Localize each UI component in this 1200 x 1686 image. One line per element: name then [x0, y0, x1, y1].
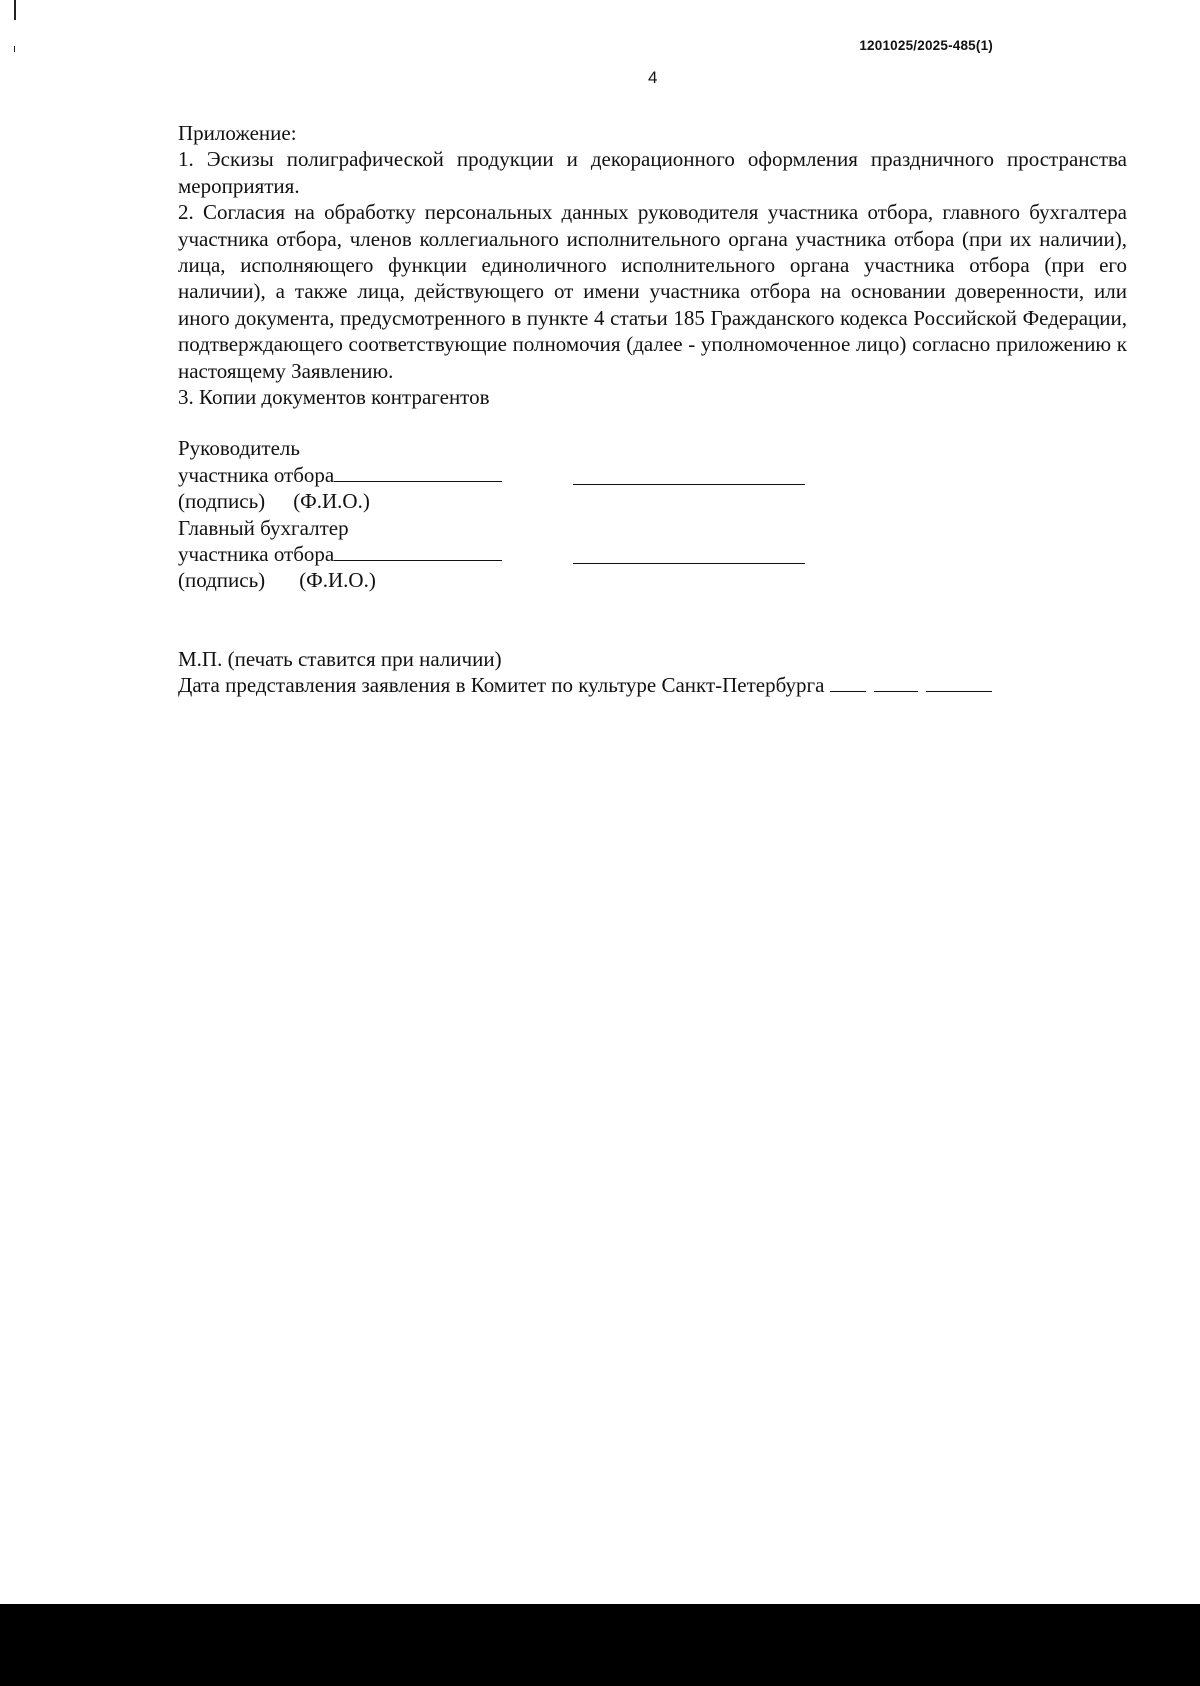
attachment-item: 1. Эскизы полиграфической продукции и декорационного оформления праздничного пространства мероприятия. — [178, 147, 1127, 198]
caption-signature: (подпись) — [178, 568, 266, 593]
signatory-role: участника отбора — [178, 462, 335, 487]
date-fill-lines — [830, 672, 992, 698]
scan-edge-mark — [14, 46, 15, 52]
signatory-title: Главный бухгалтер — [178, 515, 349, 540]
attachment-item: 2. Согласия на обработку персональных данных руководителя участника отбора, главного бухгалтера участника отбора, членов коллегиального исполнительного органа участника отбора (при их наличии), лица, исполняющего функции единоличного исполнительного органа участника отбора (при его наличии), а также лица, действующего от имени участника отбора на основании доверенности, или иного документа, предусмотренного в пункте 4 статьи 185 Гражданского кодекса Российской Федерации, подтверждающего соответствующие полномочия (далее - уполномоченное лицо) согласно приложению к настоящему Заявлению. — [178, 200, 1127, 383]
signature-block-accountant — [178, 515, 1127, 594]
signature-row — [178, 541, 1127, 567]
signature-line — [334, 559, 502, 561]
signature-caption — [178, 488, 1127, 514]
scan-footer-bar — [0, 1604, 1200, 1686]
name-line — [573, 484, 805, 485]
scan-edge-mark — [14, 0, 16, 20]
attachment-item: 3. Копии документов контрагентов — [178, 385, 490, 410]
document-id: 1201025/2025-485(1) — [859, 38, 993, 53]
attachments-heading: Приложение: — [178, 121, 297, 145]
day-line — [830, 690, 866, 692]
signature-caption — [178, 567, 1127, 593]
name-line — [573, 563, 805, 564]
signatory-title: Руководитель — [178, 436, 300, 461]
year-line — [926, 690, 992, 692]
month-line — [874, 690, 918, 692]
caption-signature: (подпись) — [178, 489, 266, 514]
signature-block-head — [178, 435, 1127, 514]
stamp-note: М.П. (печать ставится при наличии) — [178, 646, 502, 671]
submission-date-label: Дата представления заявления в Комитет по культуре Санкт-Петербурга — [178, 673, 825, 698]
signature-row — [178, 462, 1127, 488]
submission-date-row — [178, 672, 1127, 698]
document-body — [178, 120, 1127, 699]
caption-name: (Ф.И.О.) — [293, 489, 370, 514]
page-number: 4 — [648, 68, 658, 87]
signature-line — [334, 480, 502, 482]
stamp-block — [178, 646, 1127, 699]
signatory-role: участника отбора — [178, 542, 335, 567]
caption-name: (Ф.И.О.) — [299, 568, 376, 593]
